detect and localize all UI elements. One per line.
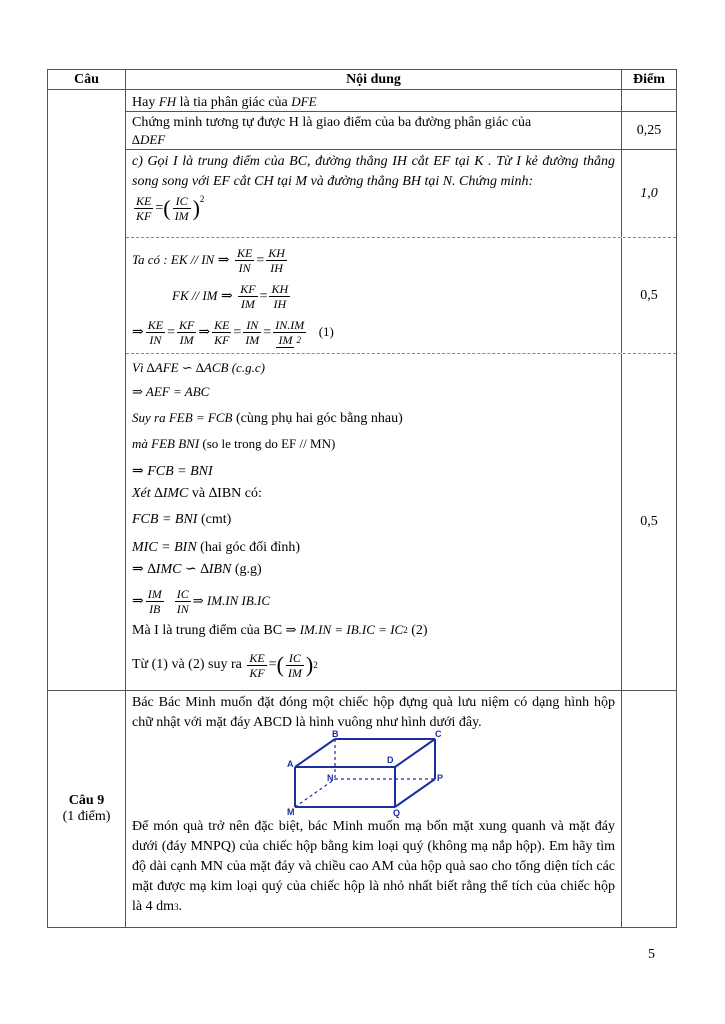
cau9-paragraph1: Bác Bác Minh muốn đặt đóng một chiếc hộp đựng quà lưu niệm có dạng hình hộp chữ nhật với mặt đáy ABCD là hình vuông như hình dưới đây. (132, 695, 615, 730)
label-b: B (331, 729, 338, 739)
row5-line2: ⇒ AEF = ABC (132, 384, 210, 399)
row5-score: 0,5 (640, 514, 658, 529)
cau9-label: Câu 9 (68, 793, 105, 808)
box-figure (132, 729, 615, 818)
row4-line1: Ta có : EK // IN ⇒ $\frac{KE}{IN}$ = $\frac{KH}{IH}$ (132, 246, 285, 276)
row3-eq: = (155, 200, 164, 216)
row3-pow: 2 (199, 194, 205, 204)
row-parallel-ratios (126, 238, 676, 354)
table-header (48, 70, 676, 90)
page-number: 5 (648, 947, 655, 962)
row3-formula: $\frac{KE}{KF}$ =( $\frac{IC}{IM}$ )$^2$ (136, 194, 205, 223)
label-a: A (286, 759, 293, 769)
answer-table (47, 69, 677, 928)
row2-score: 0,25 (636, 122, 662, 138)
row5-content (126, 354, 622, 690)
row5-line11: Mà I là trung điểm của BC ⇒ $IM.IN = IB.IC = IC^2$ (2) (132, 622, 428, 638)
label-q: Q (392, 808, 400, 818)
row2-text: Chứng minh tương tự được H là giao điểm của ba đường phân giác của (132, 115, 532, 130)
label-d: D (386, 755, 393, 765)
section-8c (48, 90, 676, 690)
header-noi-dung: Nội dung (126, 70, 622, 89)
cau-empty-cell (48, 90, 126, 690)
row5-line3: Suy ra FEB = FCB (cùng phụ hai góc bằng nhau) (132, 410, 403, 426)
row-fh-bisector (126, 90, 676, 112)
label-p: P (436, 773, 443, 783)
row5-line6: Xét ∆IMC và ∆IBN có: (132, 486, 262, 501)
section-cau-9 (48, 690, 676, 927)
row1-text-a: Hay (132, 95, 159, 110)
section-8c-body (126, 90, 676, 690)
row-h-incenter (126, 112, 676, 150)
cau9-cell (48, 691, 126, 927)
row5-line7: FCB = BNI (cmt) (132, 512, 232, 527)
header-diem: Điểm (633, 71, 665, 87)
row4-score: 0,5 (640, 287, 658, 303)
row-part-c (126, 150, 676, 238)
row4-line3: ⇒ $\frac{KE}{IN}$ = $\frac{KF}{IM}$ ⇒ $\frac{KE}{KF}$ = $\frac{IN}{IM}$ = $\frac{IN.IM}{IM ^2}$ (1) (132, 318, 334, 348)
cau9-paragraph2: Để món quà trở nên đặc biệt, bác Minh muốn mạ bốn mặt xung quanh và mặt đáy dưới (đáy MNPQ) của chiếc hộp bằng kim loại quý (không mạ nắp hộp). Em hãy tìm độ dài cạnh MN của mặt đáy và chiều cao AM của hộp quà sao cho tổng diện tích các mặt được mạ kim loại quý của chiếc hộp là nhỏ nhất biết rằng thể tích của chiếc hộp là 4 $dm^3$. (132, 819, 615, 914)
cau9-points: (1 điểm) (62, 809, 111, 824)
row1-score (622, 90, 676, 111)
cuboid-diagram (286, 729, 459, 818)
row5-line10: ⇒ $\frac{IM}{IB}$ $\frac{IC}{IN}$ ⇒ IM.IN IB.IC (132, 587, 271, 617)
row5-line1: Vì ∆AFE ∽ ∆ACB (c.g.c) (132, 360, 265, 375)
label-m: M (286, 807, 294, 817)
row5-line5: ⇒ FCB = BNI (132, 464, 213, 479)
row4-line2: FK // IM ⇒ $\frac{KF}{IM}$ = $\frac{KH}{IH}$ (172, 282, 289, 312)
row4-content (126, 238, 622, 353)
frac-ke-kf: $\frac{KE}{KF}$ (136, 194, 152, 223)
row3-statement: c) Gọi I là trung điểm của BC, đường thẳng IH cắt EF tại K . Từ I kẻ đường thẳng song song với EF cắt CH tại M và đường thẳng BH tại N. Chứng minh: (132, 154, 615, 189)
row5-line9: ⇒ ∆IMC ∽ ∆IBN (g.g) (132, 562, 262, 577)
row2-content (126, 112, 622, 149)
row1-math-dfe: DFE (291, 94, 317, 109)
row1-text-b: là tia phân giác của (176, 95, 292, 110)
label-n: N (326, 773, 333, 783)
row3-score: 1,0 (640, 185, 658, 201)
row3-content (126, 150, 622, 237)
row5-line8: MIC = BIN (hai góc đối đỉnh) (132, 540, 301, 555)
row1-content (126, 90, 622, 111)
header-cau: Câu (48, 70, 126, 89)
row1-math-fh: FH (158, 94, 177, 109)
label-c: C (434, 729, 441, 739)
frac-ic-im: $\frac{IC}{IM}$ (174, 194, 189, 223)
row2-math-def: ∆DEF (132, 132, 166, 147)
cau9-content (126, 691, 622, 927)
row5-line4: mà FEB BNI (so le trong do EF // MN) (132, 436, 336, 451)
cau9-score (622, 691, 676, 927)
row5-line12: Từ (1) và (2) suy ra $\frac{KE}{KF}$ =( $\frac{IC}{IM}$ )$^2$ (132, 650, 318, 680)
row-similar-triangles (126, 354, 676, 690)
